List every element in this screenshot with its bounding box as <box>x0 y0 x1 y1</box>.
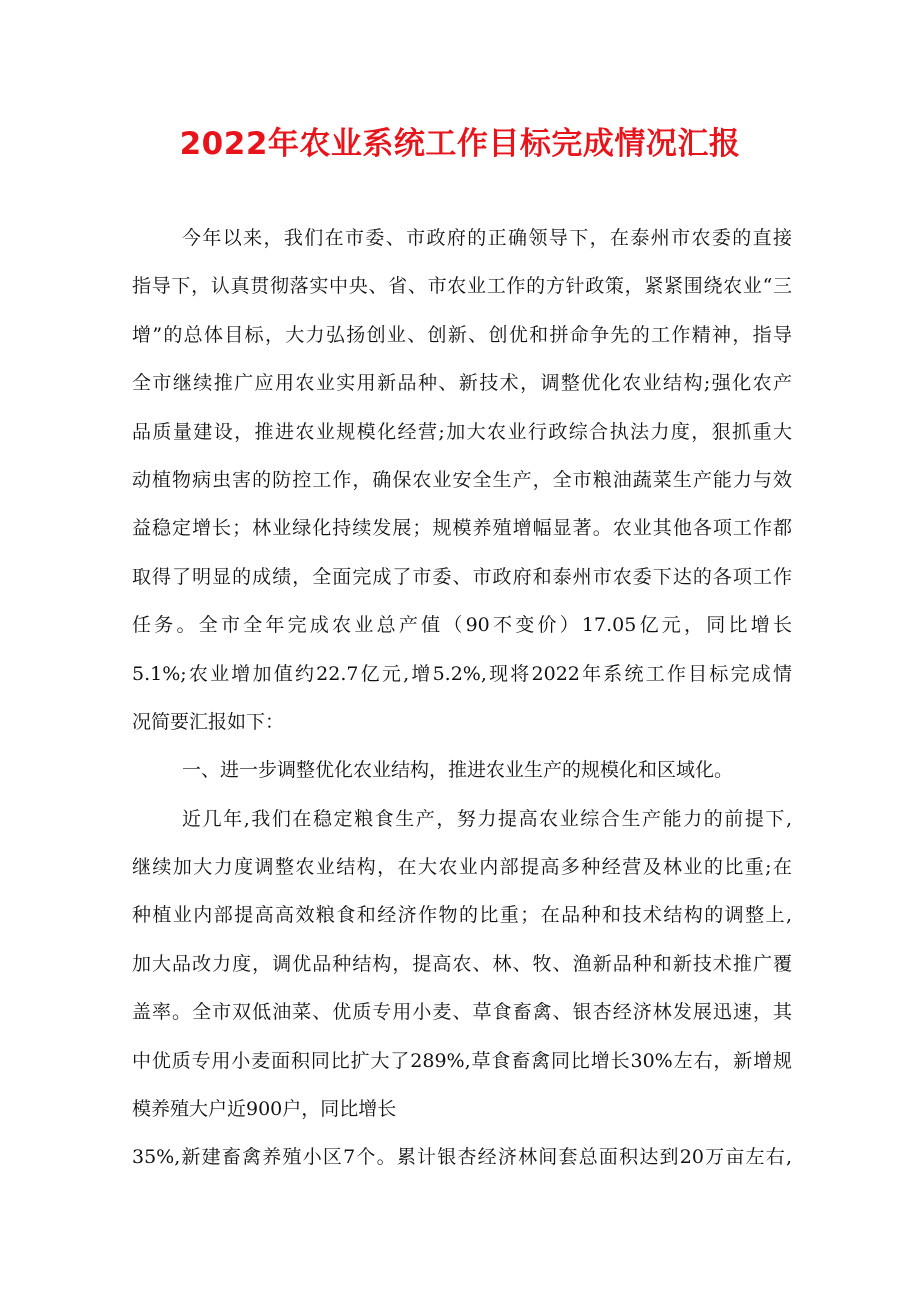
paragraph-line: 模养殖大户近900户，同比增长 <box>132 1098 397 1121</box>
section-heading: 一、进一步调整优化农业结构，推进农业生产的规模化和区域化。 <box>182 759 734 782</box>
paragraph-line: 5.1%;农业增加值约22.7亿元,增5.2%,现将2022年系统工作目标完成情 <box>132 662 792 685</box>
paragraph-line: 取得了明显的成绩，全面完成了市委、市政府和泰州市农委下达的各项工作 <box>132 565 792 588</box>
paragraph-line: 盖率。全市双低油菜、优质专用小麦、草食畜禽、银杏经济林发展迅速，其 <box>132 1001 792 1024</box>
paragraph-line: 指导下，认真贯彻落实中央、省、市农业工作的方针政策，紧紧围绕农业“三 <box>132 275 792 298</box>
paragraph-line: 动植物病虫害的防控工作，确保农业安全生产，全市粮油蔬菜生产能力与效 <box>132 468 792 491</box>
paragraph-line: 种植业内部提高高效粮食和经济作物的比重；在品种和技术结构的调整上, <box>132 904 792 927</box>
paragraph-line: 任务。全市全年完成农业总产值（90不变价）17.05亿元，同比增长 <box>132 614 792 637</box>
paragraph-line: 全市继续推广应用农业实用新品种、新技术，调整优化农业结构;强化农产 <box>132 372 792 395</box>
document-body <box>132 214 792 1182</box>
paragraph-line: 今年以来，我们在市委、市政府的正确领导下，在泰州市农委的直接 <box>182 227 792 249</box>
paragraph-line: 益稳定增长；林业绿化持续发展；规模养殖增幅显著。农业其他各项工作都 <box>132 517 792 540</box>
paragraph-line: 品质量建设，推进农业规模化经营;加大农业行政综合执法力度，狠抓重大 <box>132 420 792 443</box>
paragraph-line: 加大品改力度，调优品种结构，提高农、林、牧、渔新品种和新技术推广覆 <box>132 952 792 975</box>
paragraph-line: 近几年,我们在稳定粮食生产，努力提高农业综合生产能力的前提下, <box>182 807 792 830</box>
paragraph-line: 况简要汇报如下： <box>132 710 285 733</box>
paragraph-line: 35%,新建畜禽养殖小区7个。累计银杏经济林间套总面积达到20万亩左右, <box>132 1146 792 1169</box>
paragraph-line: 继续加大力度调整农业结构，在大农业内部提高多种经营及林业的比重;在 <box>132 856 792 879</box>
paragraph-line: 增”的总体目标，大力弘扬创业、创新、创优和拼命争先的工作精神，指导 <box>132 323 792 346</box>
paragraph-line: 中优质专用小麦面积同比扩大了289%,草食畜禽同比增长30%左右，新增规 <box>132 1049 792 1072</box>
document-title: 2022年农业系统工作目标完成情况汇报 <box>179 126 741 162</box>
